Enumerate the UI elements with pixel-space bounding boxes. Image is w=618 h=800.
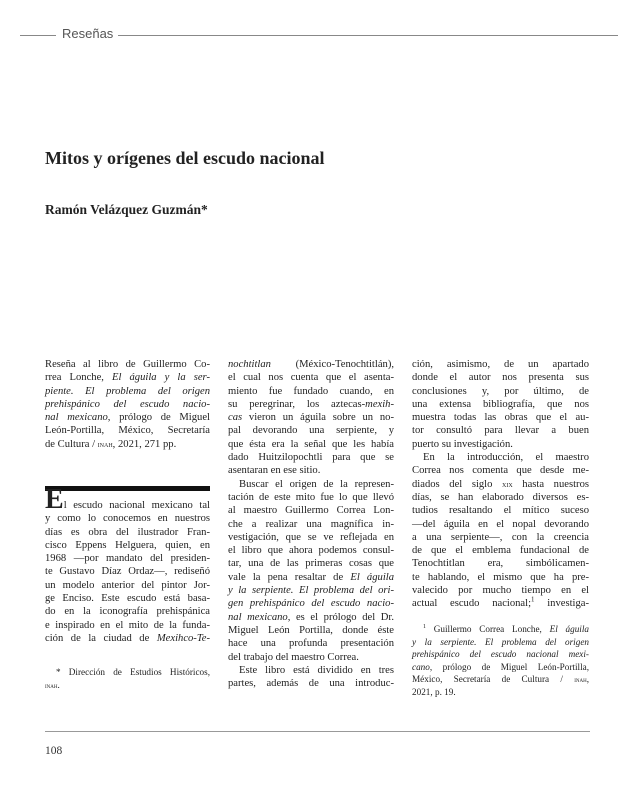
text-line: rrea Lonche, El águila y la ser- <box>45 372 210 384</box>
text-line: El escudo nacional mexicano tal <box>45 484 210 515</box>
footnote-marker: 1 <box>423 623 426 630</box>
text-line: miento fue fundado cuando, en <box>228 385 394 397</box>
text-line: —del águila en el nopal devorando <box>412 518 589 530</box>
drop-cap: E <box>45 484 64 515</box>
italic-text: Mexihco-Te- <box>156 632 210 644</box>
text-line: * Dirección de Estudios Históricos, <box>56 667 210 677</box>
text-line: y como lo conocemos en nuestros <box>45 513 210 525</box>
italic-text: mexih- <box>365 398 394 410</box>
italic-text: El águila <box>350 571 395 583</box>
text-line: Reseña al libro de Guillermo Co- <box>45 359 210 370</box>
text-line: nal mexicano, es el prólogo del Dr. <box>228 611 394 623</box>
header-rule-left <box>20 35 56 36</box>
section-divider-bar <box>45 486 210 491</box>
body-column-2 <box>228 358 394 690</box>
italic-text: prehispánico del escudo nacio- <box>45 398 210 410</box>
text-line: cas vieron un águila sobre un no- <box>228 412 394 424</box>
text-line: León-Portilla, México, Secretaría <box>45 425 210 437</box>
text-line: el libro que ahora podemos consul- <box>228 545 394 557</box>
text-line <box>45 398 210 411</box>
text-line: te Gustavo Díaz Ordaz—, rediseñó <box>45 566 210 578</box>
article-title: Mitos y orígenes del escudo nacional <box>45 148 325 168</box>
text-line: vestigación, que se ve reflejada en <box>228 531 394 543</box>
text-line: Miguel León Portilla, donde éste <box>228 624 394 636</box>
text-line: que ésta era la señal que les había <box>228 438 394 450</box>
italic-text: cas <box>228 412 243 424</box>
text-line: de que el emblema fundacional de <box>412 545 589 557</box>
text-line: nochtitlan (México-Tenochtitlán), <box>228 359 394 370</box>
body-column-3 <box>412 358 589 611</box>
text-line: un modelo anterior del pintor Jor- <box>45 579 210 591</box>
text-line: 2021, p. 19. <box>412 686 456 697</box>
text-line: tación de este mito fue lo que llevó <box>228 491 394 503</box>
text-line <box>412 636 589 649</box>
footer-rule <box>45 731 590 732</box>
page-number: 108 <box>45 745 63 757</box>
text-line: tar, una de las primeras cosas que <box>228 558 394 570</box>
small-caps-text: inah <box>574 675 587 685</box>
italic-text: nochtitlan <box>228 359 271 370</box>
text-line: inah. <box>45 679 60 690</box>
italic-text: nal mexicano <box>45 412 108 424</box>
italic-text: prehispánico del escudo nacional mexi- <box>412 649 589 660</box>
italic-text: nal mexicano <box>228 611 288 623</box>
text-line: a una serpiente—, con la creencia <box>412 531 589 543</box>
small-caps-text: inah <box>97 438 113 449</box>
text-line: vale la pena resaltar de El águila <box>228 571 395 583</box>
text-line: el cual nos cuenta que el asenta- <box>228 372 394 384</box>
small-caps-text: xix <box>502 478 513 489</box>
text-line: diados del siglo xix hasta nuestros <box>412 478 589 490</box>
text-line: conclusiones y, por último, de <box>412 385 589 397</box>
text-line: tudios resaltando el mítico suceso <box>412 505 589 517</box>
header-rule-right <box>118 35 618 36</box>
text-line: asentaran en ese sitio. <box>228 465 321 477</box>
text-line: ción de la ciudad de Mexihco-Te- <box>45 632 210 644</box>
text-line: valecido por mucho tiempo en el <box>412 585 589 597</box>
text-line <box>412 648 589 661</box>
text-line: hace una profunda presentación <box>228 638 394 650</box>
text-line: cisco Eppens Helguera, quien, en <box>45 539 210 551</box>
text-line: nal mexicano, prólogo de Miguel <box>45 412 210 424</box>
article-author: Ramón Velázquez Guzmán* <box>45 202 208 217</box>
footnote-1 <box>412 623 589 699</box>
text-line: dado Huitzilopochtli para que se <box>228 452 394 464</box>
text-line <box>45 385 210 398</box>
italic-text: piente. El problema del origen <box>45 385 210 397</box>
text-line: Este libro está dividido en tres <box>239 664 394 676</box>
text-line: México, Secretaría de Cultura / inah, <box>412 674 589 685</box>
text-line: de Cultura / inah, 2021, 271 pp. <box>45 438 177 450</box>
text-line: che a realizar una magnífica in- <box>228 518 394 530</box>
text-line: $^1$ Guillermo Correa Lonche, El águila <box>423 623 589 634</box>
text-line: al maestro Guillermo Correa Lon- <box>228 505 394 517</box>
text-line: su peregrinar, los aztecas-mexih- <box>228 398 394 410</box>
text-line: del trabajo del maestro Correa. <box>228 651 359 663</box>
footnote-marker: 1 <box>531 596 535 604</box>
text-line: donde el autor nos presenta sus <box>412 372 589 384</box>
italic-text: y la serpiente. El problema del origen <box>412 636 589 647</box>
text-line <box>228 584 394 597</box>
text-line: actual escudo nacional;$^1$ investiga- <box>412 596 589 610</box>
text-line: te hablando, el mismo que ha pre- <box>412 571 589 583</box>
text-line: e inspirado en el mito de la funda- <box>45 619 210 631</box>
book-reference <box>45 358 210 451</box>
italic-text: El águila <box>549 624 589 634</box>
text-line: Tenochtitlan era, simbólicamen- <box>412 558 589 570</box>
footnote-author <box>45 666 210 691</box>
text-line: 1968 —por mandato del presiden- <box>45 553 210 565</box>
italic-text: gen prehispánico del escudo nacio- <box>228 598 394 610</box>
text-line: ge Enciso. Este escudo está basa- <box>45 593 210 605</box>
body-column-1 <box>45 484 210 645</box>
text-line: días, se han elaborado diversos es- <box>412 491 589 503</box>
text-line: días es obra del ilustrador Fran- <box>45 526 210 538</box>
text-line: partes, además de una introduc- <box>228 678 394 690</box>
text-line: do en la iconografía prehispánica <box>45 606 210 618</box>
text-line: Buscar el origen de la represen- <box>239 478 394 490</box>
section-label: Reseñas <box>62 26 114 41</box>
text-line: una extensa bibliografía, que nos <box>412 398 589 410</box>
text-line <box>228 597 394 610</box>
text-line: ción, asimismo, de un apartado <box>412 359 589 370</box>
text-line: En la introducción, el maestro <box>423 452 589 464</box>
italic-text: y la serpiente. El problema del ori- <box>228 585 394 597</box>
text-line: pal devorando una serpiente, y <box>228 425 394 437</box>
text-line: cano, prólogo de Miguel León-Portilla, <box>412 661 589 672</box>
text-line: puerto su investigación. <box>412 438 513 450</box>
italic-text: cano <box>412 661 430 672</box>
italic-text: El águila y la ser- <box>112 372 210 384</box>
text-line: Correa nos comenta que desde me- <box>412 465 589 477</box>
text-line: tor consultó para llevar a buen <box>412 425 589 437</box>
small-caps-text: inah <box>45 680 58 690</box>
text-line: muestra todas las obras que el au- <box>412 412 589 424</box>
